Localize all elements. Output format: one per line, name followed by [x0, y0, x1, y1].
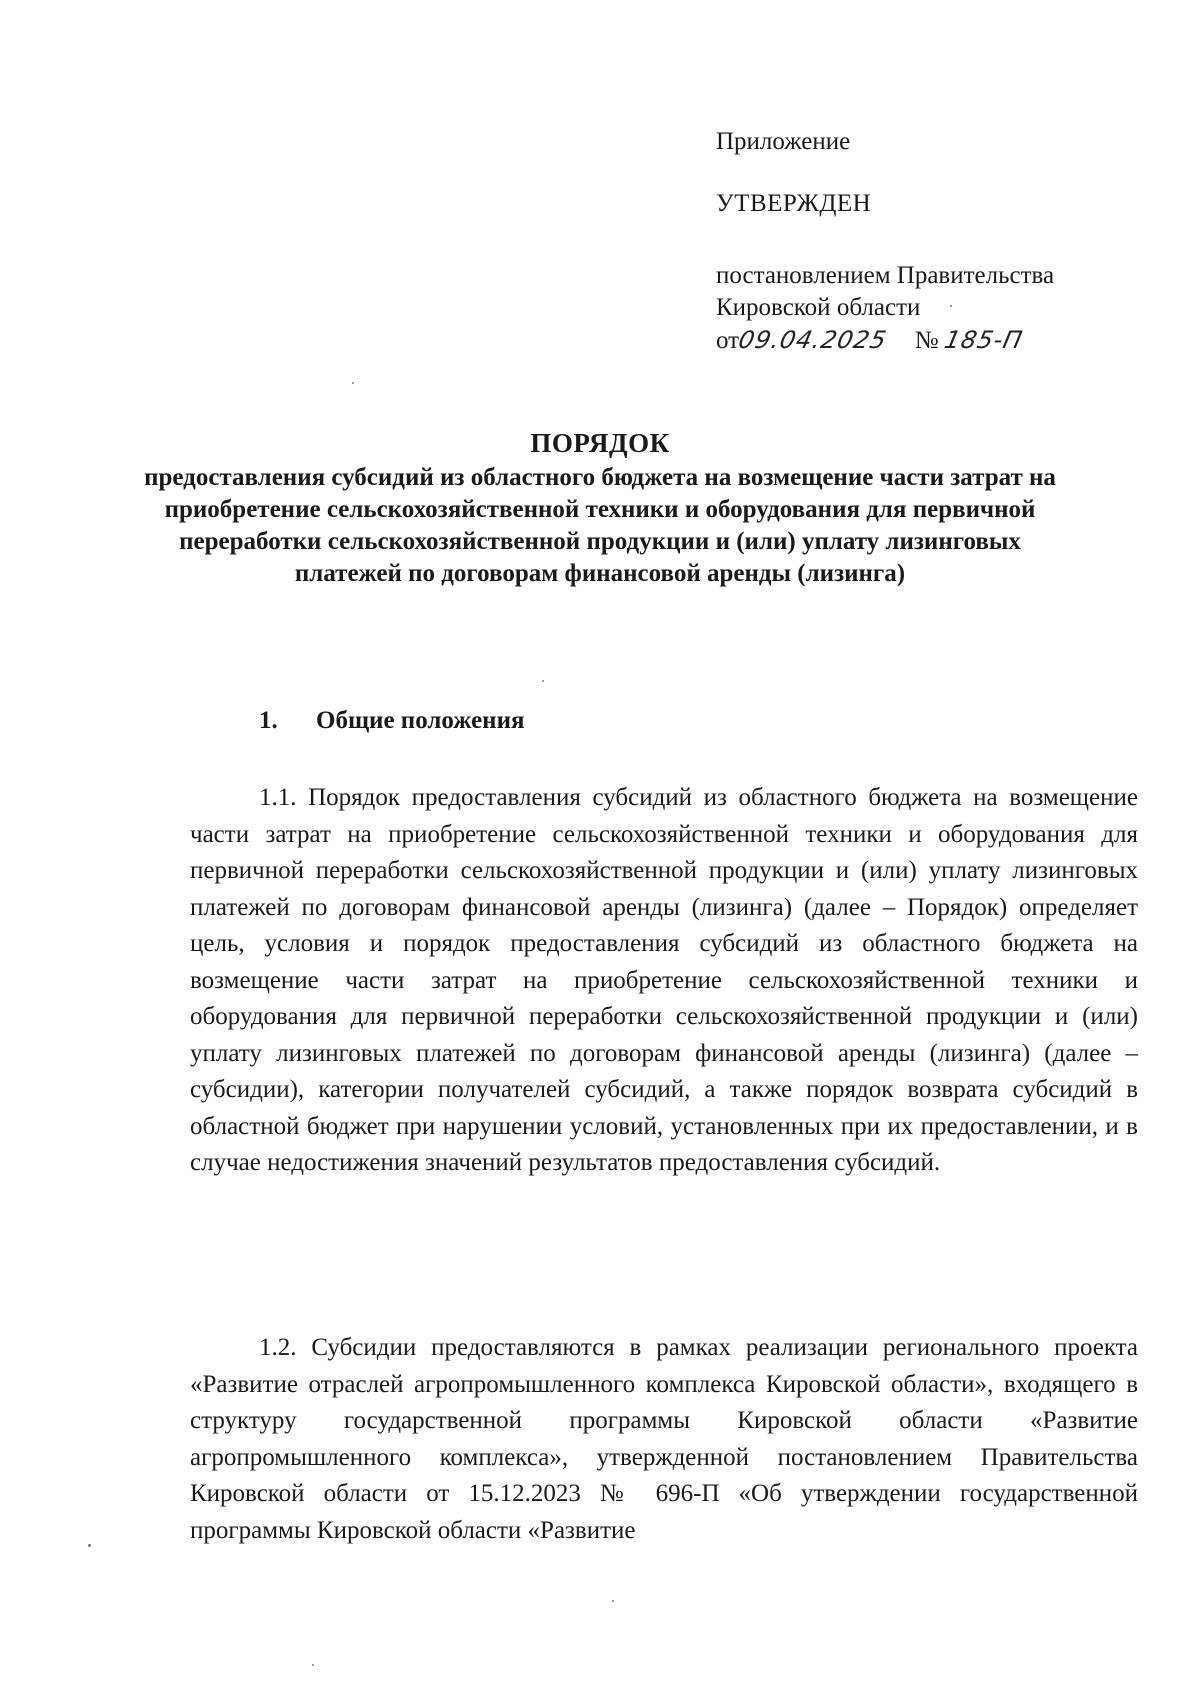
scan-speck: [542, 680, 544, 682]
paragraph-1-2: 1.2. Субсидии предоставляются в рамках реализации регионального проекта «Развитие отраслей агропромышленного комплекса Кировской области», входящего в структуру государственной программы Кировской области «Развитие агропромышленного комплекса», утвержденной постановлением Правительства Кировской области от 15.12.2023 № 696-П «Об утверждении государственной программы Кировской области «Развитие: [190, 1334, 1138, 1544]
appendix-label: Приложение: [716, 128, 851, 155]
decree-reference: [716, 260, 1054, 356]
date-prefix: от: [716, 327, 740, 354]
decree-line-1: постановлением Правительства: [716, 262, 1055, 289]
decree-line-2: Кировской области: [716, 294, 921, 321]
title-subtitle: предоставления субсидий из областного бюджета на возмещение части затрат на приобретение сельскохозяйственной техники и оборудования для первичной переработки сельскохозяйственной продукции и (или) уплату лизинговых платежей по договорам финансовой аренды (лизинга): [144, 464, 1056, 587]
approved-label: УТВЕРЖДЕН: [716, 190, 872, 217]
scan-speck: [950, 305, 952, 307]
scan-speck: [352, 382, 354, 384]
section-title: Общие положения: [316, 707, 525, 734]
scan-speck: [88, 1544, 91, 1547]
scan-speck: [312, 1664, 314, 1666]
section-heading: [259, 707, 525, 735]
handwritten-date: 09.04.2025: [736, 326, 890, 354]
paragraph-1-1: 1.1. Порядок предоставления субсидий из областного бюджета на возмещение части затрат на приобретение сельскохозяйственной техники и оборудования для первичной переработки сельскохозяйственной продукции и (или) уплату лизинговых платежей по договорам финансовой аренды (лизинга) (далее – Порядок) определяет цель, условия и порядок предоставления субсидий из областного бюджета на возмещение части затрат на приобретение сельскохозяйственной техники и оборудования для первичной переработки сельскохозяйственной продукции и (или) уплату лизинговых платежей по договорам финансовой аренды (лизинга) (далее – субсидии), категории получателей субсидий, а также порядок возврата субсидий в областной бюджет при нарушении условий, установленных при их предоставлении, и в случае недостижения значений результатов предоставления субсидий.: [190, 784, 1138, 1176]
scan-speck: [612, 1600, 614, 1602]
section-number: 1.: [259, 707, 278, 734]
number-prefix: №: [914, 327, 939, 354]
title-main: ПОРЯДОК: [530, 428, 670, 458]
decree-date-line: [716, 324, 1054, 356]
handwritten-number: 185-П: [941, 326, 1026, 354]
document-title: [140, 426, 1060, 590]
